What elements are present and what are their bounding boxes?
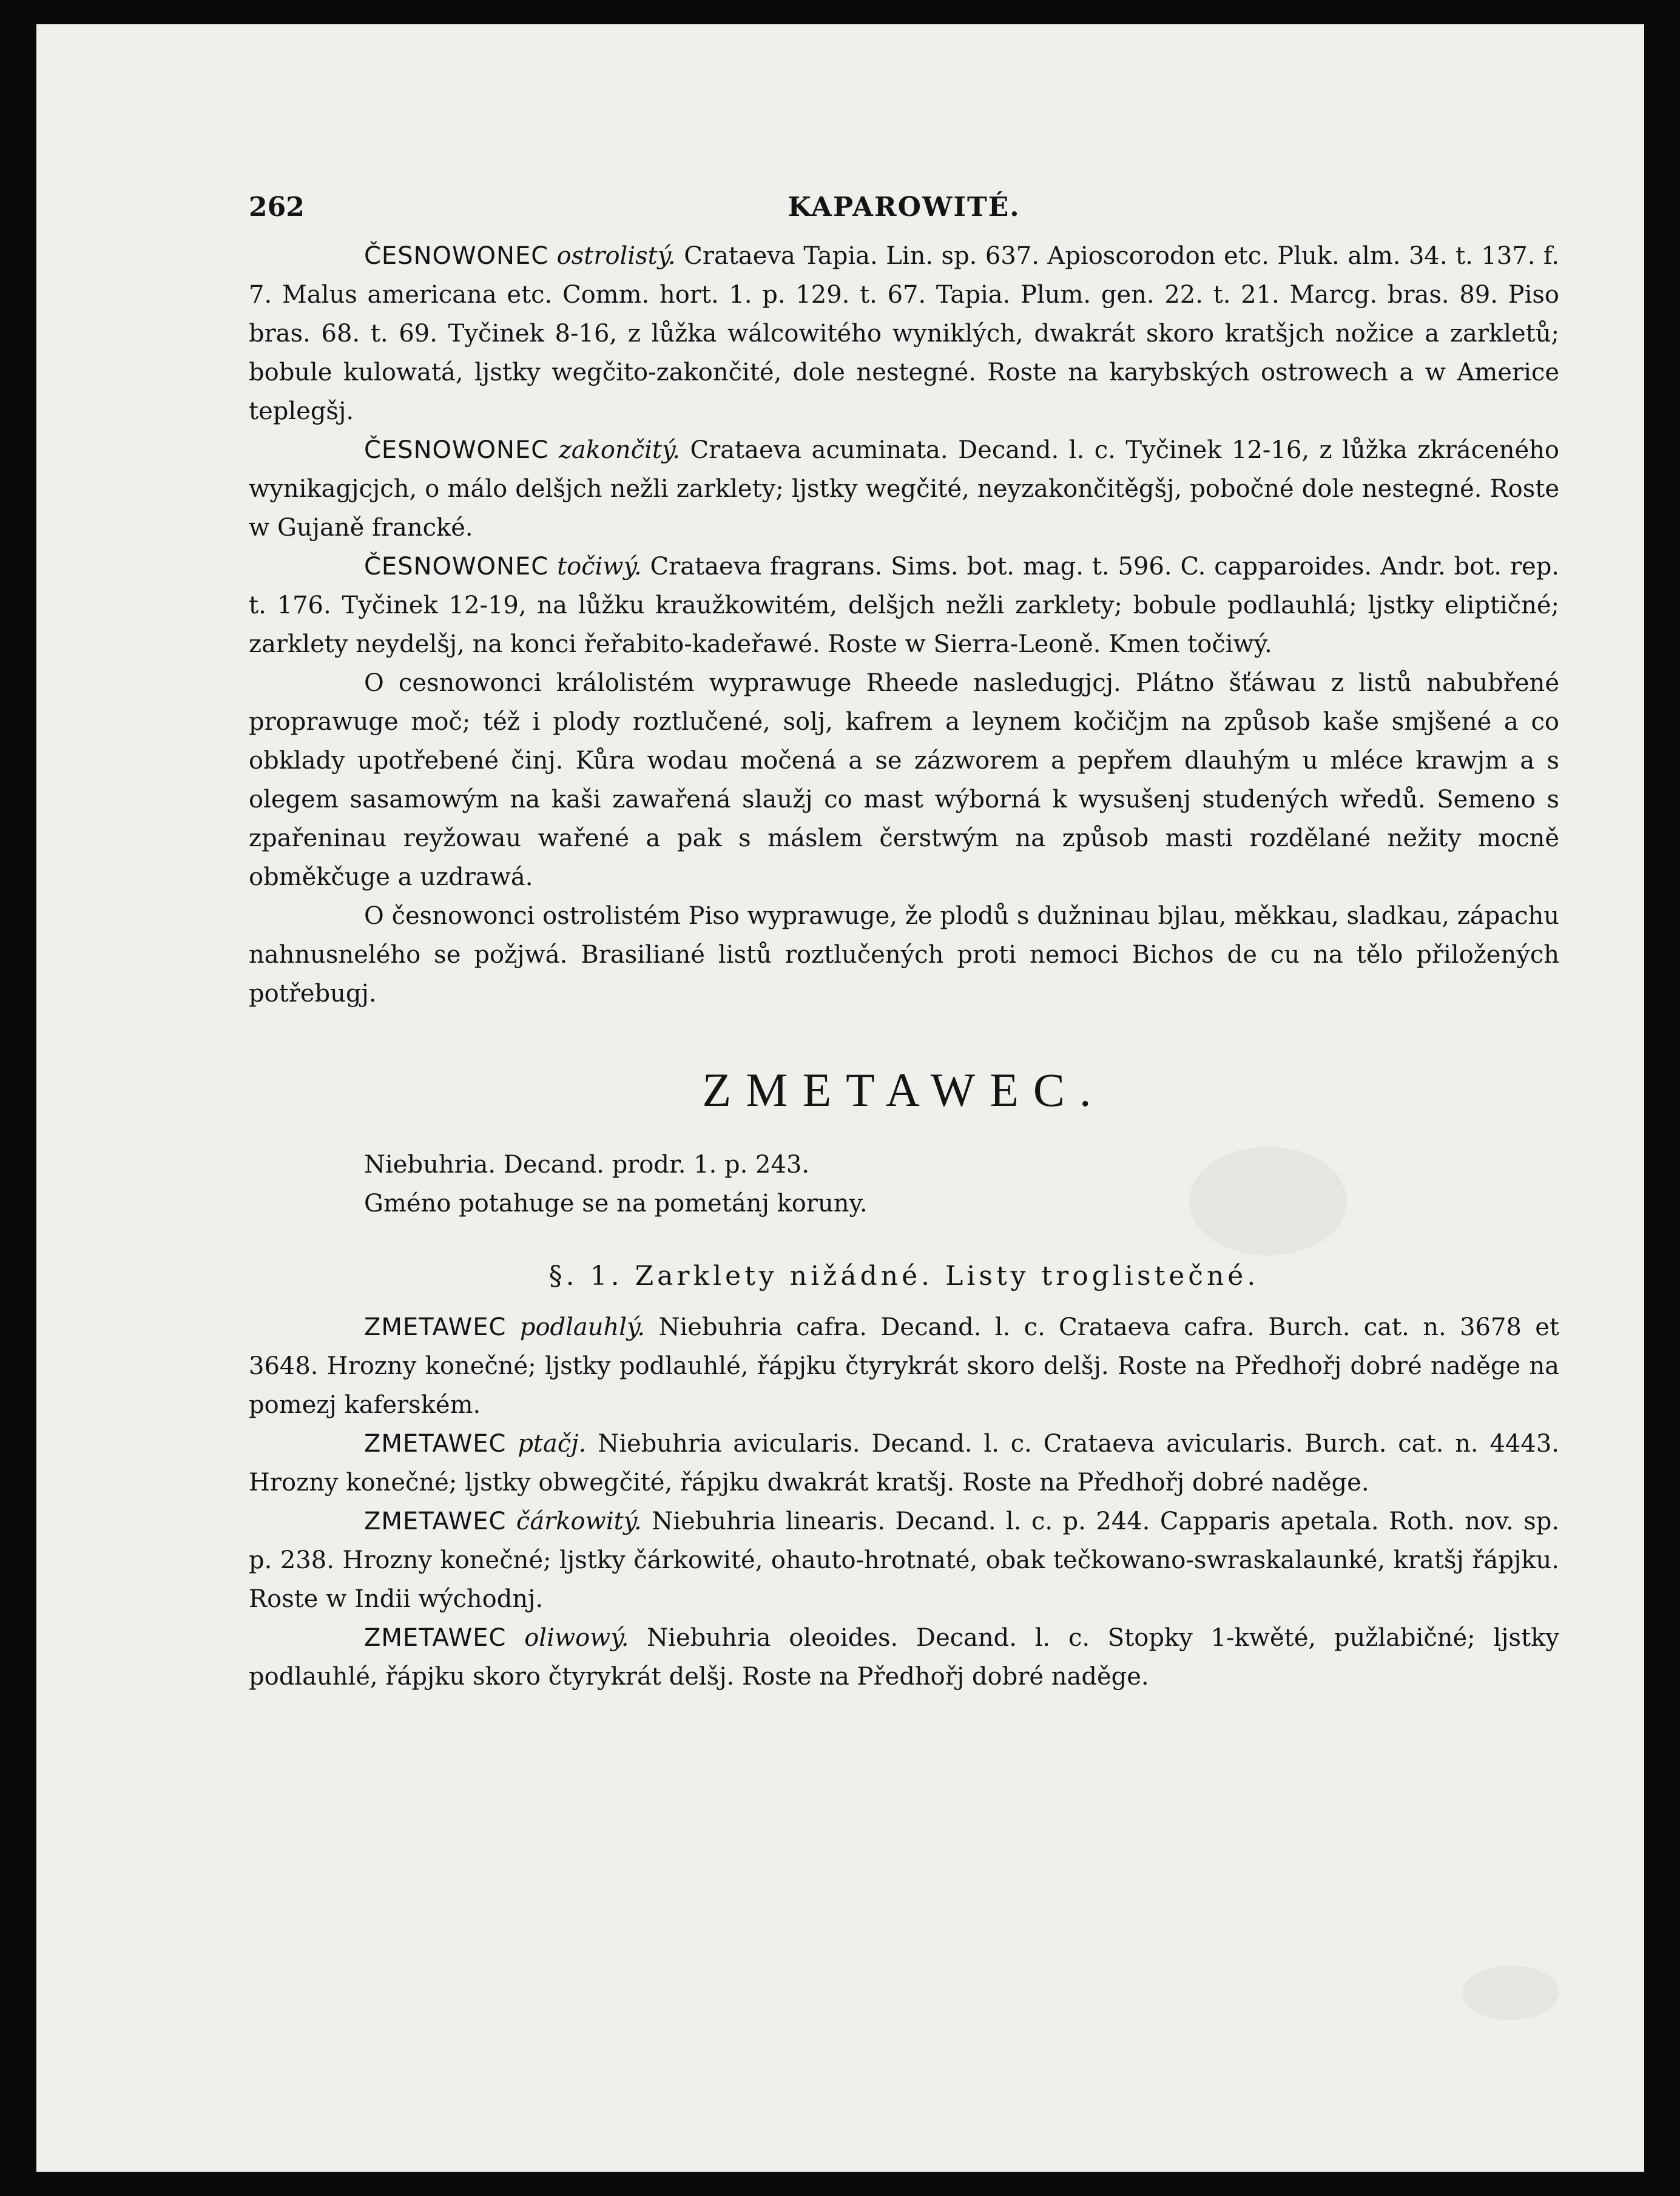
species-epithet: oliwowý. [524, 1624, 629, 1652]
paper-stain [1462, 1965, 1559, 2020]
species-entry [249, 1618, 1559, 1696]
species-epithet: ostrolistý. [556, 242, 676, 270]
genus-etymology: Gméno potahuge se na pometánj koruny. [364, 1190, 868, 1218]
genus-name: ČESNOWONEC [364, 553, 549, 581]
genus-name: ZMETAWEC [364, 1624, 507, 1652]
species-entry [249, 1502, 1559, 1618]
genus-name: ZMETAWEC [364, 1313, 507, 1341]
genus-name: ČESNOWONEC [364, 242, 549, 270]
species-entry [249, 1424, 1559, 1502]
entry-text: Niebuhria linearis. Decand. l. c. p. 244. Capparis apetala. Roth. nov. sp. p. 238. Hrozny konečné; ljstky čárkowité, ohauto-hrotnaté, obak tečkowano-swraskalaunké, kratšj řápjku. Roste w Indii wýchodnj. [249, 1507, 1560, 1613]
entry-text: Crataeva acuminata. Decand. l. c. Tyčinek 12-16, z lůžka zkráceného wynikagjcjch, o málo delšjch nežli zarklety; ljstky wegčité, neyzakončitěgšj, pobočné dole nestegné. Roste w Gujaně francké. [249, 436, 1559, 542]
entry-text: Niebuhria oleoides. Decand. l. c. Stopky 1-kwěté, pužlabičné; ljstky podlauhlé, řápjku skoro čtyrykrát delšj. Roste na Předhořj dobré naděge. [249, 1624, 1559, 1691]
running-header [249, 188, 1559, 237]
entry-text: Crataeva Tapia. Lin. sp. 637. Apioscorodon etc. Pluk. alm. 34. t. 137. f. 7. Malus americana etc. Comm. hort. 1. p. 129. t. 67. Tapia. Plum. gen. 22. t. 21. Marcg. bras. 89. Piso bras. 68. t. 69. Tyčinek 8-16, z lůžka wálcowitého wyniklých, dwakrát skoro kratšjch nožice a zarkletů; bobule kulowatá, ljstky wegčito-zakončité, dole nestegné. Roste na karybských ostrowech a w Americe teplegšj. [249, 242, 1560, 425]
species-epithet: podlauhlý. [519, 1313, 646, 1341]
scanned-page [36, 24, 1644, 2172]
species-epithet: zakončitý. [558, 436, 680, 464]
species-entry [249, 1308, 1559, 1424]
running-title: KAPAROWITÉ. [788, 192, 1020, 223]
species-entry [249, 237, 1559, 431]
species-entry [249, 431, 1559, 547]
usage-note: O cesnowonci králolistém wyprawuge Rheede nasledugjcj. Plátno šťáwau z listů nabubřené proprawuge moč; též i plody roztlučené, solj, kafrem a leynem kočičjm na způsob kaše smjšené a co obklady upotřebené činj. Kůra wodau močená a se zázworem a pepřem dlauhým u mléce krawjm a s olegem sasamowým na kaši zawařená slaužj co mast wýborná k wysušenj studených wředů. Semeno s zpařeninau reyžowau wařené a pak s máslem čerstwým na způsob masti rozdělané nežity mocně obměkčuge a uzdrawá. [249, 669, 1559, 891]
genus-name: ČESNOWONEC [364, 436, 549, 464]
genus-name: ZMETAWEC [364, 1507, 507, 1535]
species-epithet: ptačj. [518, 1430, 587, 1458]
species-epithet: točiwý. [557, 553, 642, 581]
page-number: 262 [249, 192, 305, 223]
genus-heading: ZMETAWEC. [702, 1063, 1106, 1116]
entry-text: Niebuhria cafra. Decand. l. c. Crataeva cafra. Burch. cat. n. 3678 et 3648. Hrozny konečné; ljstky podlauhlé, řápjku čtyrykrát skoro delšj. Roste na Předhořj dobré naděge na pomezj kaferském. [249, 1313, 1560, 1419]
subsection-heading: §. 1. Zarklety nižádné. Listy troglistečné. [548, 1261, 1260, 1292]
species-epithet: čárkowitý. [516, 1507, 642, 1535]
page-content [249, 188, 1559, 1696]
species-entry [249, 547, 1559, 664]
usage-note: O česnowonci ostrolistém Piso wyprawuge, že plodů s dužninau bjlau, měkkau, sladkau, zápachu nahnusnelého se požjwá. Brasiliané listů roztlučených proti nemoci Bichos de cu na tělo přiložených potřebugj. [249, 902, 1559, 1008]
genus-reference: Niebuhria. Decand. prodr. 1. p. 243. [364, 1151, 810, 1179]
entry-text: Niebuhria avicularis. Decand. l. c. Crataeva avicularis. Burch. cat. n. 4443. Hrozny konečné; ljstky obwegčité, řápjku dwakrát kratšj. Roste na Předhořj dobré naděge. [249, 1430, 1559, 1497]
entry-text: Crataeva fragrans. Sims. bot. mag. t. 596. C. capparoides. Andr. bot. rep. t. 176. Tyčinek 12-19, na lůžku kraužkowitém, delšjch nežli zarklety; bobule podlauhlá; ljstky eliptičné; zarklety neydelšj, na konci řeřabito-kadeřawé. Roste w Sierra-Leoně. Kmen točiwý. [249, 553, 1560, 658]
genus-name: ZMETAWEC [364, 1430, 507, 1458]
